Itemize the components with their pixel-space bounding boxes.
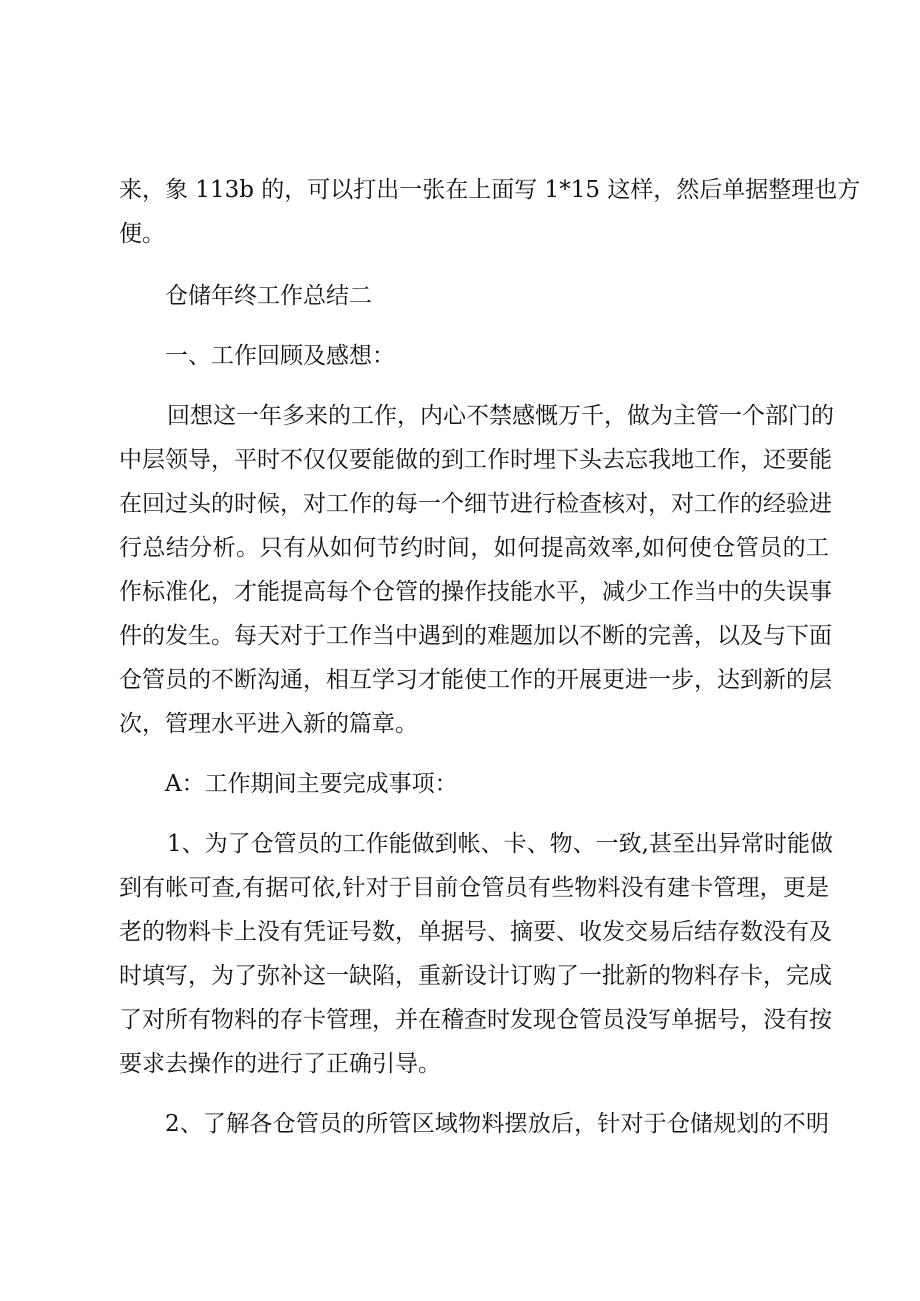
text-line: 在回过头的时候，对工作的每一个细节进行检查核对，对工作的经验进	[119, 491, 832, 517]
subsection-heading: A：工作期间主要完成事项：	[165, 771, 458, 797]
text-line: 作标准化，才能提高每个仓管的操作技能水平，减少工作当中的失误事	[119, 579, 832, 605]
text-line: 次，管理水平进入新的篇章。	[119, 711, 418, 737]
text-line: 2、了解各仓管员的所管区域物料摆放后，针对于仓储规划的不明	[165, 1111, 829, 1137]
text-line: 便。	[119, 221, 165, 247]
text-line: 时填写，为了弥补这一缺陷，重新设计订购了一批新的物料存卡，完成	[119, 963, 832, 989]
text-line: 1、为了仓管员的工作能做到帐、卡、物、一致,甚至出异常时能做	[167, 831, 833, 857]
text-line: 件的发生。每天对于工作当中遇到的难题加以不断的完善，以及与下面	[119, 623, 832, 649]
text-line: 到有帐可查,有据可依,针对于目前仓管员有些物料没有建卡管理，更是	[119, 875, 829, 901]
subsection-heading: 一、工作回顾及感想：	[165, 343, 395, 369]
text-line: 中层领导，平时不仅仅要能做的到工作时埋下头去忘我地工作，还要能	[119, 447, 832, 473]
text-line: 仓管员的不断沟通，相互学习才能使工作的开展更进一步，达到新的层	[119, 667, 832, 693]
text-line: 行总结分析。只有从如何节约时间，如何提高效率,如何使仓管员的工	[119, 535, 829, 561]
document-body	[119, 168, 861, 1146]
text-line: 回想这一年多来的工作，内心不禁感慨万千，做为主管一个部门的	[167, 403, 834, 429]
text-line: 来，象 113b 的，可以打出一张在上面写 1*15 这样，然后单据整理也方	[119, 177, 861, 203]
text-line: 了对所有物料的存卡管理，并在稽查时发现仓管员没写单据号，没有按	[119, 1007, 832, 1033]
section-title: 仓储年终工作总结二	[165, 283, 372, 309]
text-line: 老的物料卡上没有凭证号数，单据号、摘要、收发交易后结存数没有及	[119, 919, 832, 945]
text-line: 要求去操作的进行了正确引导。	[119, 1051, 441, 1077]
